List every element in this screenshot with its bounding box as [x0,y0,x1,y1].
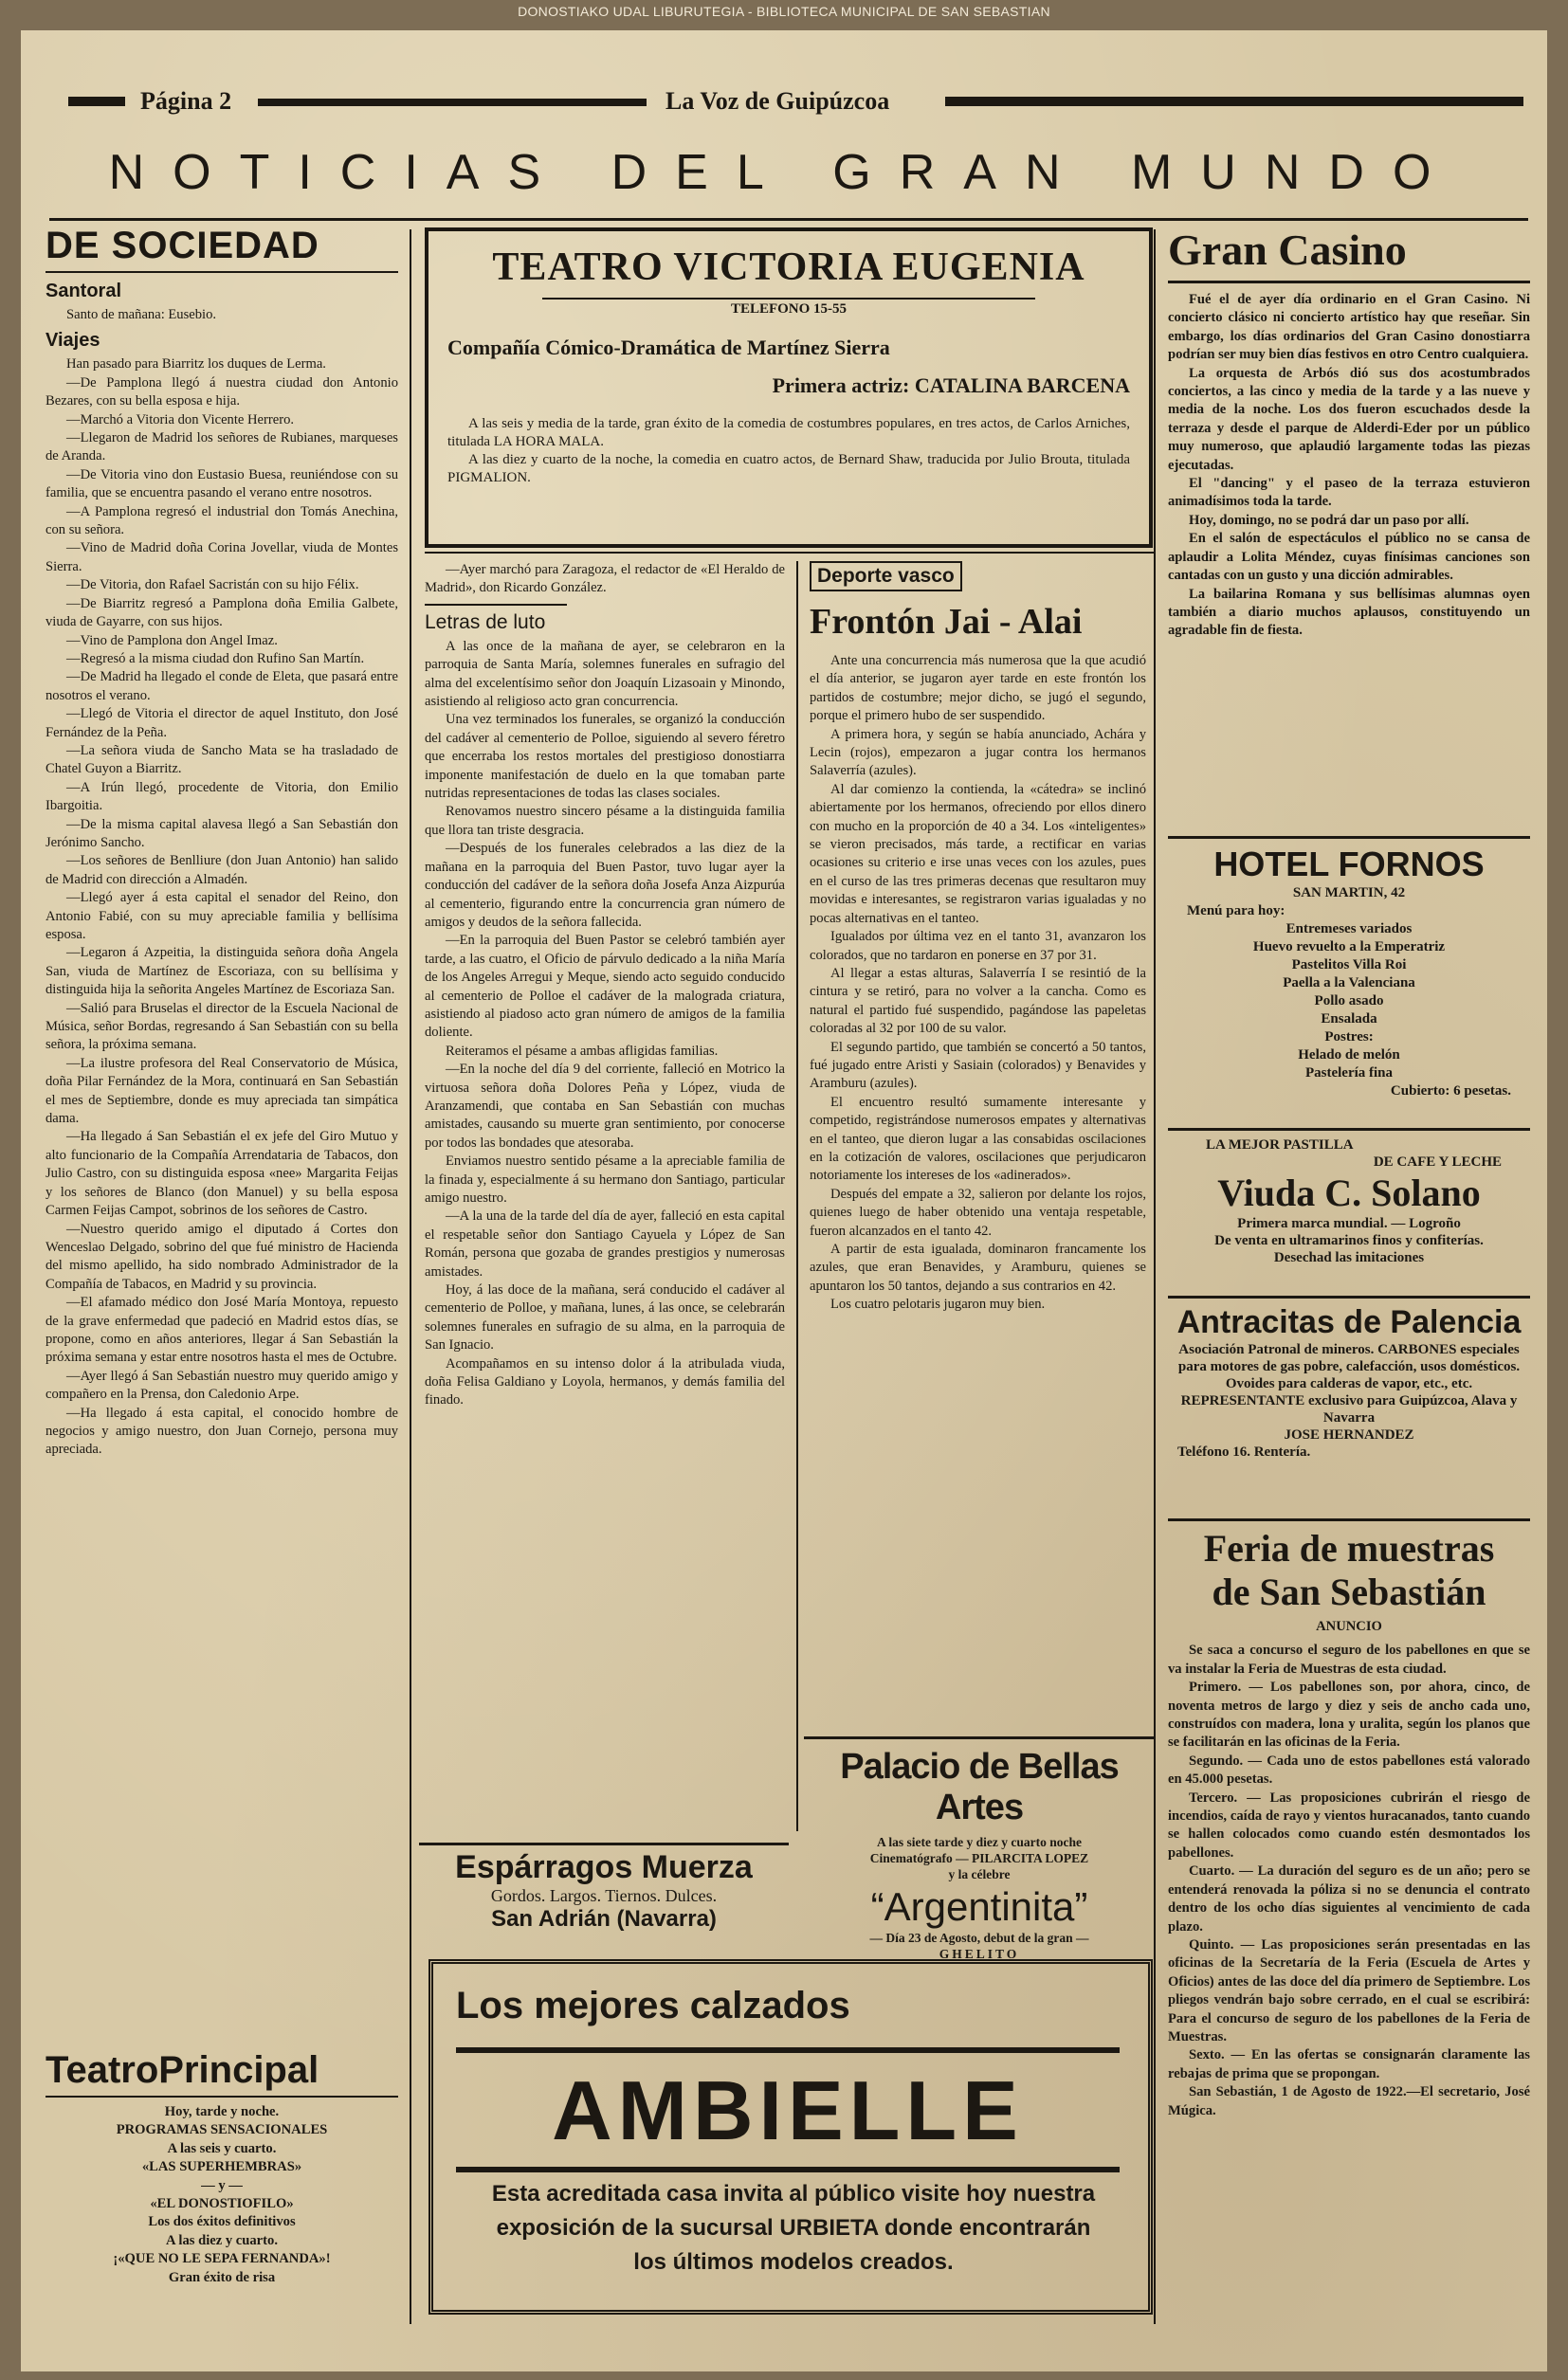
deporte-item: El encuentro resultó sumamente interesante y competido, registrándose numerosos empates y alternativas en el tanteo, que dieron lugar a las consabidas oscilaciones en la cotización de valores, oscilaciones que perjudicaron notoriamente los intereses de los «adinerados». [810,1094,1146,1184]
viajes-item: —Llegó ayer á esta capital el senador del Reino, don Antonio Fabié, con su muy apreciable familia y bellísima esposa. [46,890,398,942]
deporte-item: Al llegar a estas alturas, Salaverría I se resintió de la cintura y se retiró, para no volver a la cancha. Como es natural el partido fué suspendido, pagándose las papeletas coloradas al 32 por 100 de su valor. [810,965,1146,1037]
viajes-item: —De la misma capital alavesa llegó a San Sebastián don Jerónimo Sancho. [46,816,398,850]
feria-item: Segundo. — Cada uno de estos pabellones está valorado en 45.000 pesetas. [1168,1753,1530,1788]
antracitas-title: Antracitas de Palencia [1176,1304,1522,1340]
feria-list [1168,1642,1530,2120]
solano-line3: Primera marca mundial. — Logroño [1237,1216,1461,1231]
casino-item: Hoy, domingo, no se podrá dar un paso por allí. [1189,512,1469,528]
fornos-menu-item: Paella a la Valenciana [1283,975,1415,990]
teatro-principal-line: Gran éxito de risa [168,2269,276,2285]
viajes-item: —De Biarritz regresó a Pamplona doña Emilia Galbete, viuda de Gayarre, con sus hijos. [46,595,398,630]
ambielle-brand-bar [456,2047,1120,2172]
victoria-text-1: A las seis y media de la tarde, gran éxito de la comedia de costumbres populares, en tres actos, de Carlos Arniches, titulada LA HORA MALA. [447,416,1130,449]
ambielle-line1: Los mejores calzados [456,1985,850,2026]
viajes-item: Han pasado para Biarritz los duques de Lerma. [66,356,326,372]
esparragos-title: Espárragos Muerza [455,1849,753,1885]
ambielle-brand: AMBIELLE [552,2063,1024,2157]
feria-title-2: de San Sebastián [1212,1571,1486,1613]
teatro-principal-title: TeatroPrincipal [46,2049,319,2091]
victoria-company: Compañía Cómico-Dramática de Martínez Sierra [447,336,890,359]
luto-heading: Letras de luto [425,610,546,633]
fornos-menu-label: Menú para hoy: [1187,903,1285,918]
victoria-text [447,415,1130,487]
luto-item: —En la noche del día 9 del corriente, falleció en Motrico la virtuosa señora doña Dolores Peña y López, viuda de Aranzamendi, que contaba en San Sebastián con muchas amistades, causando su muerte gran sentimiento, por conocerse por todos las bondades que atesoraba. [425,1062,785,1151]
teatro-principal-ad [46,2049,398,2287]
viajes-item: —Los señores de Benlliure (don Juan Antonio) han salido de Madrid con dirección a Almadén. [46,853,398,887]
teatro-principal-line: A las diez y cuarto. [166,2232,278,2248]
luto-item: Acompañamos en su intenso dolor á la atribulada viuda, doña Felisa Galdiano y Loyola, hermanos, y demás familia del finado. [425,1355,785,1408]
fornos-menu-item: Entremeses variados [1285,921,1413,936]
fornos-menu-item: Pastelitos Villa Roi [1291,957,1407,972]
luto-item: Enviamos nuestro sentido pésame a la apreciable familia de la finada y, especialmente á su hermano don Santiago, particular amigo nuestro. [425,1154,785,1206]
middle-intro: —Ayer marchó para Zaragoza, el redactor de «El Heraldo de Madrid», don Ricardo González. [425,562,785,596]
antracitas-text: Asociación Patronal de mineros. CARBONES especiales para motores de gas pobre, calefacción, usos domésticos. Ovoides para calderas de vapor, etc., etc. [1177,1342,1521,1391]
header-rule-mid [258,99,647,106]
sociedad-column [46,225,398,1460]
fornos-cubierto: Cubierto: 6 pesetas. [1390,1083,1511,1099]
viajes-item: —La ilustre profesora del Real Conservatorio de Música, doña Pilar Fernández de la Mora, continuará en San Sebastián el mes de Septiembre, donde es muy apreciada tan simpática dama. [46,1055,398,1127]
feria-item: San Sebastián, 1 de Agosto de 1922.—El secretario, José Múgica. [1168,2084,1530,2118]
palacio-line2: Cinematógrafo — PILARCITA LOPEZ [869,1851,1089,1865]
antracitas-ad [1168,1296,1530,1461]
feria-item: Quinto. — Las proposiciones serán presentadas en las oficinas de la Secretaría de la Feria (Escuela de Artes y Oficios) antes de las doce del día primero de Septiembre. Los pliegos vendrán bajo sobre cerrado, en el cual se escribirá: Para el concurso de seguro de los pabellones de la Feria de Muestras. [1168,1936,1530,2044]
fornos-menu-item: Pollo asado [1314,993,1384,1008]
fornos-menu-item: Postres: [1324,1029,1374,1045]
casino-column [1168,225,1530,641]
deporte-item: Después del empate a 32, salieron por delante los rojos, quienes luego de haber obtenido una ventaja respetable, fueron alcanzados en el tanto 42. [810,1186,1146,1239]
solano-line1: LA MEJOR PASTILLA [1206,1137,1354,1153]
victoria-eugenia-ad [425,227,1153,548]
viajes-item: —Regresó a la misma ciudad don Rufino San Martín. [66,650,365,666]
sociedad-title: DE SOCIEDAD [46,225,319,266]
viajes-item: —Llegaron de Madrid los señores de Rubianes, marqueses de Aranda. [46,430,398,464]
ambielle-ad [428,1959,1153,2315]
header-rule-left [68,97,125,106]
viajes-item: —Nuestro querido amigo el diputado á Cortes don Wenceslao Delgado, sobrino del que fué ministro de Hacienda del mismo apellido, ha sido nombrado Administrador de la Compañía de Tabacos, en Madrid y su provincia. [46,1221,398,1292]
victoria-actress: Primera actriz: CATALINA BARCENA [772,373,1130,397]
deporte-item: Ante una concurrencia más numerosa que la que acudió el día anterior, se jugaron ayer tarde en este frontón los partidos de costumbre; mejor dicho, se jugó el segundo, porque el primero hubo de ser suspendido. [810,653,1146,724]
feria-title-1: Feria de muestras [1203,1527,1495,1570]
luto-list [425,638,785,1410]
deporte-heading: Deporte vasco [810,561,962,591]
palacio-star: “Argentinita” [870,1884,1088,1929]
esparragos-line1: Gordos. Largos. Tiernos. Dulces. [490,1886,718,1905]
solano-title: Viuda C. Solano [1217,1172,1481,1214]
palacio-ad [804,1736,1155,1962]
fornos-menu-item: Ensalada [1321,1011,1377,1026]
viajes-item: —Llegó de Vitoria el director de aquel Instituto, don José Fernández de la Peña. [46,706,398,740]
viajes-item: —La señora viuda de Sancho Mata se ha trasladado de Chatel Guyon a Biarritz. [46,742,398,777]
casino-item: La bailarina Romana y sus bellísimas alumnas oyen también a diario muchos aplausos, constituyendo un agradable fin de fiesta. [1168,586,1530,639]
esparragos-ad [419,1843,789,1933]
feria-item: Se saca a concurso el seguro de los pabellones en que se va instalar la Feria de Muestras de esta ciudad. [1168,1643,1530,1677]
fornos-ad [1168,836,1530,1100]
viajes-item: —Ha llegado á San Sebastián el ex jefe del Giro Mutuo y alto funcionario de la Compañía Arrendataria de Tabacos, don Julio Castro, con su distinguida esposa «nee» Margarita Feijas y los señores de Blanco (don Manuel) y su bella esposa Carmen Feijas Campot, sobrinos de los señores de Castro. [46,1129,398,1219]
casino-list [1168,291,1530,641]
viajes-item: —Ayer llegó á San Sebastián nuestro muy querido amigo y compañero en la Prensa, don Caledonio Arpe. [46,1368,398,1403]
teatro-principal-line: PROGRAMAS SENSACIONALES [116,2122,328,2138]
viajes-item: —El afamado médico don José María Montoya, repuesto de la grave enfermedad que padeció en Madrid estos días, se propone, como en años anteriores, llegar á San Sebastián la próxima semana y estar entre nosotros hasta el mes de Octubre. [46,1295,398,1366]
antracitas-rep: REPRESENTANTE exclusivo para Guipúzcoa, Alava y Navarra [1180,1393,1518,1426]
teatro-principal-lines [46,2103,398,2287]
library-banner: DONOSTIAKO UDAL LIBURUTEGIA - BIBLIOTECA MUNICIPAL DE SAN SEBASTIAN [518,4,1050,19]
antracitas-tel: Teléfono 16. Rentería. [1177,1444,1311,1460]
fornos-menu-item: Huevo revuelto a la Emperatriz [1252,939,1446,954]
palacio-title: Palacio de Bellas Artes [840,1747,1119,1827]
viajes-item: —De Vitoria, don Rafael Sacristán con su hijo Félix. [66,577,359,593]
viajes-item: —Ha llegado á esta capital, el conocido hombre de negocios y amigo nuestro, don Juan Cornejo, persona muy apreciada. [46,1405,398,1458]
santoral-text: Santo de mañana: Eusebio. [66,307,217,322]
deporte-item: Los cuatro pelotaris jugaron muy bien. [830,1297,1046,1313]
fornos-address: SAN MARTIN, 42 [1292,885,1406,900]
ambielle-text: Esta acreditada casa invita al público visite hoy nuestra exposición de la sucursal URBIETA donde encontrarán los últimos modelos creados. [491,2181,1096,2275]
palacio-line4: — Día 23 de Agosto, debut de la gran — [869,1931,1089,1945]
viajes-item: —Vino de Madrid doña Corina Jovellar, viuda de Montes Sierra. [46,540,398,574]
middle-column [425,561,785,1410]
palacio-line5: GHELITO [939,1947,1020,1961]
viajes-heading: Viajes [46,330,100,352]
palacio-line3: y la célebre [948,1867,1011,1881]
solano-line5: Desechad las imitaciones [1273,1250,1425,1265]
luto-item: —Después de los funerales celebrados a las diez de la mañana en la parroquia del Buen Pastor, tuvo lugar ayer la conducción del cadáver de la señora doña Josefa Anza Aizpurúa al cementerio, figurando entre la concurrencia gran número de amigos y deudos de la señora fallecida. [425,841,785,930]
deporte-column [810,561,1146,1315]
feria-ad [1168,1518,1530,2120]
teatro-principal-line: A las seis y cuarto. [167,2140,277,2156]
luto-item: Una vez terminados los funerales, se organizó la conducción del cadáver al cementerio de Polloe, siguiendo al severo féretro que encerraba los restos mortales del prestigioso donostiarra imponente manifestación de duelo en la que tomaban parte nutridas representaciones de todas las clases sociales. [425,712,785,802]
luto-item: Reiteramos el pésame a ambas afligidas familias. [446,1043,719,1059]
luto-item: —En la parroquia del Buen Pastor se celebró también ayer tarde, a las cuatro, el Oficio de párvulo dedicado a la niña María de los Angeles Arregui y Meque, siendo acto seguido conducido al cementerio de Polloe el cadáver de la malograda criatura, asistiendo al piadoso acto gran número de amigos de la familia doliente. [425,933,785,1041]
feria-item: Sexto. — En las ofertas se consignarán claramente las rebajas de prima que se propongan. [1168,2047,1530,2081]
feria-item: Tercero. — Las proposiciones cubrirán el riesgo de incendios, caída de rayo y vientos huracanados, tanto cuando se hallen colocados como cuando estén desmontados los pabellones. [1168,1790,1530,1861]
masthead-rule [49,218,1528,221]
header-rule-right [945,97,1523,106]
victoria-rule [425,552,1155,554]
deporte-item: El segundo partido, que también se concertó a 50 tantos, fué jugado entre Aristi y Sasiain (colorados) y Benavides y Aramburu (azules). [810,1039,1146,1092]
fornos-menu [1168,920,1530,1082]
santoral-heading: Santoral [46,281,122,301]
teatro-principal-line: ¡«QUE NO LE SEPA FERNANDA»! [113,2251,331,2267]
fornos-menu-item: Pastelería fina [1304,1065,1394,1081]
teatro-principal-line: «LAS SUPERHEMBRAS» [141,2159,302,2175]
luto-item: Renovamos nuestro sincero pésame a la distinguida familia que llora tan triste desgracia. [425,804,785,838]
deporte-list [810,652,1146,1315]
solano-ad [1168,1128,1530,1266]
fronton-title: Frontón Jai - Alai [810,602,1083,642]
luto-item: Hoy, á las doce de la mañana, será conducido el cadáver al cementerio de Polloe, y mañana, lunes, á las once, se celebrarán solemnes funerales en sufragio de su alma, en la parroquia de San Ignacio. [425,1282,785,1354]
fornos-title: HOTEL FORNOS [1213,845,1485,883]
deporte-item: A partir de esta igualada, dominaron francamente los azules, que eran Benavides, y Aramburu, quienes se apuntaron los 50 tantos, dejando a sus contrarios en 42. [810,1242,1146,1294]
viajes-item: —Marchó a Vitoria don Vicente Herrero. [66,411,295,427]
viajes-item: —De Madrid ha llegado el conde de Eleta, que pasará entre nosotros el verano. [46,669,398,703]
solano-line4: De venta en ultramarinos finos y confiterías. [1214,1233,1484,1248]
victoria-title: TEATRO VICTORIA EUGENIA [492,245,1085,289]
casino-item: La orquesta de Arbós dió sus dos acostumbrados conciertos, a las cinco y media de la tarde y a las nueve y media de la noche. Los dos fueron escuchados desde la terraza y desde el parque de Alderdi-Eder por un público muy numeroso, que aplaudió largamente todas las piezas ejecutadas. [1168,365,1530,473]
masthead-title: NOTICIAS DEL GRAN MUNDO [108,145,1460,200]
teatro-principal-line: «EL DONOSTIOFILO» [150,2196,294,2212]
antracitas-name: JOSE HERNANDEZ [1284,1427,1414,1443]
deporte-item: A primera hora, y según se había anunciado, Achára y Lecin (rojos), empezaron a jugar contra los hermanos Salaverría (azules). [810,726,1146,779]
casino-title: Gran Casino [1168,225,1530,283]
solano-line2: DE CAFE Y LECHE [1373,1154,1502,1170]
deporte-item: Al dar comienzo la contienda, la «cátedra» se inclinó abiertamente por los hermanos, ofreciendo por ellos dinero con mucho en la proporción de 40 a 34. Los «inteligentes» se vieron precisados, más tarde, a rectificar en varias ocasiones su criterio e irse unas veces con los azules, pues en el curso de las tres primeras decenas que resultaron muy movidas e interesantes, se registraron varias igualadas y no pocas alternativas en el tanteo. [810,781,1146,926]
casino-item: El "dancing" y el paseo de la terraza estuvieron animadísimos toda la tarde. [1168,476,1530,510]
luto-item: —A la una de la tarde del día de ayer, falleció en esta capital el respetable señor don Santiago Cayuela y López de San Román, persona que gozaba de grandes prestigios y numerosas amistades. [425,1208,785,1280]
teatro-principal-line: Hoy, tarde y noche. [164,2104,280,2119]
viajes-item: —De Vitoria vino don Eustasio Buesa, reuniéndose con su familia, que se encuentra pasando el verano entre nosotros. [46,466,398,501]
fornos-menu-item: Helado de melón [1298,1047,1400,1063]
viajes-item: —De Pamplona llegó á nuestra ciudad don Antonio Bezares, con su bella esposa e hija. [46,374,398,409]
viajes-item: —Vino de Pamplona don Angel Imaz. [66,632,278,648]
feria-item: Primero. — Los pabellones son, por ahora, cinco, de noventa metros de largo y diez y seis de ancho cada uno, construídos con madera, lona y uralita, según los planos que se facilitarán en las oficinas de la Feria. [1168,1680,1530,1751]
teatro-principal-line: — y — [201,2177,243,2193]
feria-anuncio: ANUNCIO [1316,1619,1382,1634]
paper-name: La Voz de Guipúzcoa [665,87,890,115]
victoria-telefono: TELEFONO 15-55 [542,298,1035,318]
teatro-principal-line: Los dos éxitos definitivos [148,2214,296,2230]
column-divider-2 [796,561,798,1831]
viajes-item: —Legaron á Azpeitia, la distinguida señora doña Angela San, viuda de Martínez de Escoriaza, con su bellísima y distinguida hija la señorita Angeles Martínez de Escoriaza San. [46,945,398,998]
viajes-item: —Salió para Bruselas el director de la Escuela Nacional de Música, señor Bordas, regresando á San Sebastián con su bella señora, la próxima semana. [46,1000,398,1053]
esparragos-line2: San Adrián (Navarra) [491,1906,717,1932]
luto-item: A las once de la mañana de ayer, se celebraron en la parroquia de Santa María, solemnes funerales en sufragio del alma del excelentísimo señor don Joaquín Lizasoain y Minondo, asistiendo al religioso acto gran concurrencia. [425,638,785,710]
column-divider-1 [410,229,411,2324]
palacio-line1: A las siete tarde y diez y cuarto noche [877,1835,1082,1849]
feria-item: Cuarto. — La duración del seguro es de un año; pero se entenderá renovada la póliza si no se denuncia el contrato dentro de los ocho días siguientes al vencimiento de cada plazo. [1168,1863,1530,1935]
deporte-item: Igualados por última vez en el tanto 31, avanzaron los colorados, que no tardaron en ponerse en 37 por 31. [810,929,1146,963]
viajes-list [46,355,398,1459]
page-number: Página 2 [140,87,232,115]
casino-item: En el salón de espectáculos el público no se cansa de aplaudir a Lolita Méndez, cuyas finísimas canciones son cantadas con un gusto y una dicción admirables. [1168,531,1530,584]
casino-item: Fué el de ayer día ordinario en el Gran Casino. Ni concierto clásico ni concierto artístico hay que reseñar. Sin embargo, los días ordinarios del Gran Casino donostiarra podrían ser muy bien días festivos en otro Centro cualquiera. [1168,292,1530,363]
viajes-item: —A Irún llegó, procedente de Vitoria, don Emilio Ibargoitia. [46,779,398,814]
viajes-item: —A Pamplona regresó el industrial don Tomás Anechina, con su señora. [46,503,398,538]
newspaper-page [21,30,1547,2371]
victoria-text-2: A las diez y cuarto de la noche, la comedia en cuatro actos, de Bernard Shaw, traducida por Julio Brouta, titulada PIGMALION. [447,452,1130,485]
column-divider-3 [1154,229,1156,2324]
